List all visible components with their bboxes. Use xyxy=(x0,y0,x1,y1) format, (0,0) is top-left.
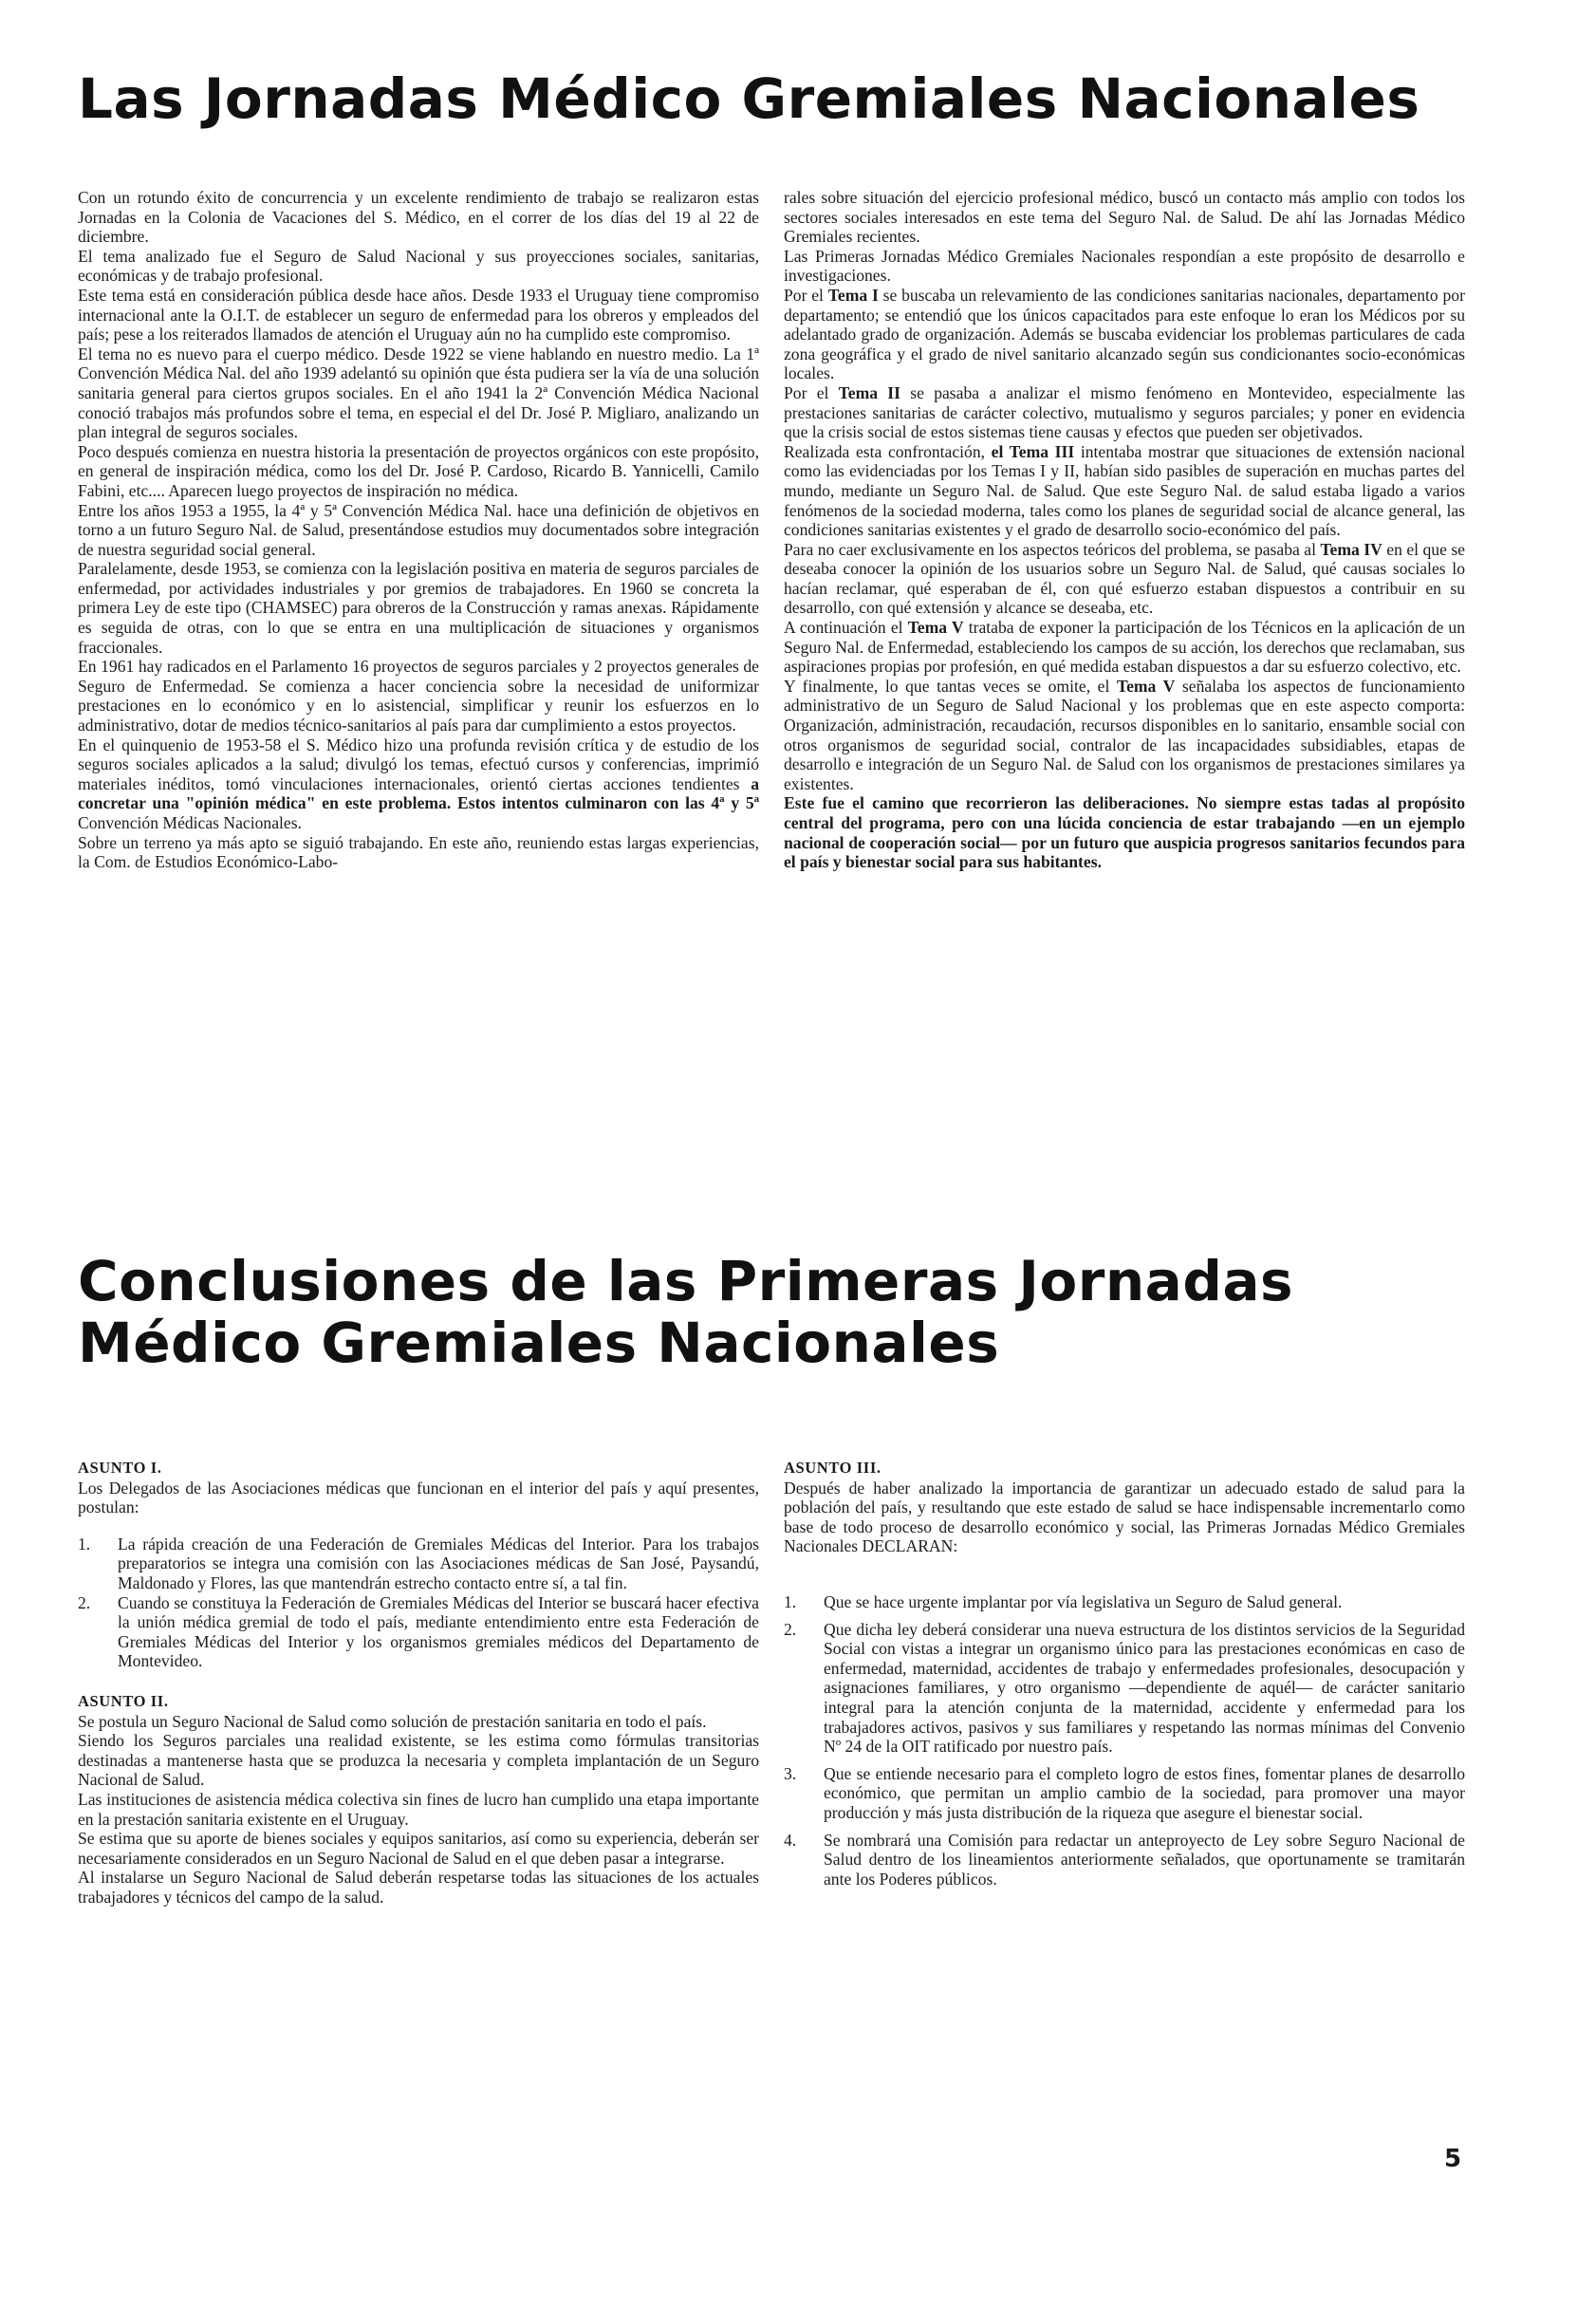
paragraph: El tema analizado fue el Seguro de Salud Nacional y sus proyecciones sociales, sanitarias, económicas y de trabajo profesional. xyxy=(78,246,759,286)
conclusions-right-column xyxy=(784,1459,1465,1888)
paragraph: Al instalarse un Seguro Nacional de Salud deberán respetarse todas las situaciones de los actuales trabajadores y técnicos del campo de la salud. xyxy=(78,1868,759,1907)
paragraph xyxy=(784,618,1465,677)
asunto-heading: ASUNTO III. xyxy=(784,1459,882,1477)
item-text: Cuando se constituya la Federación de Gremiales Médicas del Interior se buscará hacer efectiva la unión médica gremial de todo el país, mediante entendimiento entre esta Federación de Gremiales Médicas del Interior y los organismos gremiales médicos del Departamento de Montevideo. xyxy=(118,1592,759,1671)
list-item xyxy=(784,1764,1465,1823)
paragraph: En 1961 hay radicados en el Parlamento 16 proyectos de seguros parciales y 2 proyectos generales de Seguro de Enfermedad. Se comienza a hacer conciencia sobre la necesidad de uniformizar prestaciones en lo económico y en lo asistencial, simplificar y reunir los esfuerzos en lo administrativo, dotar de medios técnico-sanitarios al país para dar cumplimiento a estos proyectos. xyxy=(78,657,759,735)
list-item xyxy=(78,1593,759,1671)
paragraph-text: Por el xyxy=(784,382,829,402)
list-item xyxy=(78,1535,759,1593)
paragraph: Se postula un Seguro Nacional de Salud como solución de prestación sanitaria en todo el país. xyxy=(78,1711,707,1731)
paragraph: Las instituciones de asistencia médica colectiva sin fines de lucro han cumplido una etapa importante en la prestación sanitaria existente en el Uruguay. xyxy=(78,1789,759,1829)
asunto-intro: Los Delegados de las Asociaciones médicas que funcionan en el interior del país y aquí presentes, postulan: xyxy=(78,1478,759,1517)
conclusions-title xyxy=(78,1251,1293,1374)
item-text: Se nombrará una Comisión para redactar un anteproyecto de Ley sobre Seguro Nacional de Salud dentro de los lineamientos anteriormente señalados, que oportunamente se tramitarán ante los Poderes públicos. xyxy=(824,1830,1465,1888)
closing-paragraph: Este fue el camino que recorrieron las deliberaciones. No siempre estas tadas al propósito central del programa, pero con una lúcida conciencia de estar trabajando —en un ejemplo nacional de cooperación social— por un futuro que auspicia progresos sanitarios fecundos para el país y bienestar social para sus habitantes. xyxy=(784,793,1465,872)
page-number: 5 xyxy=(1444,2145,1462,2173)
paragraph xyxy=(784,540,1465,618)
list-item xyxy=(784,1620,1465,1757)
paragraph-text: en el que se deseaba conocer la opinión de los usuarios sobre un Seguro Nal. de Salud, qué causas sociales lo hacían reclamar, qué esperaban de él, con qué esfuerzo estaban dispuestos a contribuir en su desarrollo, con qué extensión y alcance se deseaba, etc. xyxy=(784,539,1465,618)
asunto-intro: Después de haber analizado la importancia de garantizar un adecuado estado de salud para la población del país, y resultando que este estado de salud se hace indispensable incrementarlo como base de todo proceso de desarrollo económico y social, las Primeras Jornadas Médico Gremiales Nacionales DECLARAN: xyxy=(784,1478,1465,1556)
item-number: 1. xyxy=(78,1534,91,1554)
conclusions-title-line-2: Médico Gremiales Nacionales xyxy=(78,1310,1000,1375)
list-item xyxy=(784,1592,1465,1612)
paragraph-text: Realizada esta confrontación, xyxy=(784,441,986,461)
paragraph xyxy=(784,677,1465,794)
conclusions-left-column xyxy=(78,1459,759,1907)
paragraph: El tema no es nuevo para el cuerpo médico. Desde 1922 se viene hablando en nuestro medio. La 1ª Convención Médica Nal. del año 1939 adelantó su opinión que ésta pudiera ser la vía de una solución sanitaria general para ciertos grupos sociales. En el año 1941 la 2ª Convención Médica Nacional conoció trabajos más profundos sobre el tema, en especial el del Dr. José P. Migliaro, analizando un plan integral de seguros sociales. xyxy=(78,344,759,442)
emphasis-text: a concretar una "opinión médica" en este problema. Estos intentos culminaron con las 4ª y 5ª xyxy=(78,773,759,813)
paragraph-text: Para no caer exclusivamente en los aspectos teóricos del problema, se pasaba al xyxy=(784,539,1316,559)
paragraph: Entre los años 1953 a 1955, la 4ª y 5ª Convención Médica Nal. hace una definición de objetivos en torno a un futuro Seguro Nal. de Salud, presentándose estudios muy documentados sobre integración de nuestra seguridad social general. xyxy=(78,500,759,559)
paragraph: Sobre un terreno ya más apto se siguió trabajando. En este año, reuniendo estas largas experiencias, la Com. de Estudios Económico-Labo- xyxy=(78,832,759,872)
asunto-heading: ASUNTO II. xyxy=(78,1691,169,1710)
item-text: La rápida creación de una Federación de Gremiales Médicas del Interior. Para los trabajos preparatorios se integra una comisión con las Asociaciones médicas de San José, Paysandú, Maldonado y Flores, las que mantendrán estrecho contacto entre sí, a tal fin. xyxy=(118,1534,759,1592)
paragraph xyxy=(784,383,1465,442)
paragraph: Siendo los Seguros parciales una realidad existente, se les estima como fórmulas transitorias destinadas a mantenerse hasta que se produzca la necesaria y completa implantación de un Seguro Nacional de Salud. xyxy=(78,1731,759,1790)
conclusions-title-line-1: Conclusiones de las Primeras Jornadas xyxy=(78,1249,1293,1313)
paragraph-text: se buscaba un relevamiento de las condiciones sanitarias nacionales, departamento por departamento; se entendió que los únicos capacitados para este enfoque lo eran los Médicos por su adelantado grado de organización. Además se buscaba evidenciar los problemas particulares de cada zona geográfica y el grado de nivel sanitario alcanzado según sus condicionantes socio-económicas locales. xyxy=(784,285,1465,383)
item-number: 2. xyxy=(78,1592,91,1612)
paragraph: Poco después comienza en nuestra historia la presentación de proyectos orgánicos con este propósito, en general de inspiración médica, como los del Dr. José P. Cardoso, Ricardo B. Yannicelli, Camilo Fabini, etc.... Aparecen luego proyectos de inspiración no médica. xyxy=(78,441,759,500)
paragraph-text: Y finalmente, lo que tantas veces se omite, el xyxy=(784,676,1110,696)
item-number: 4. xyxy=(784,1830,797,1850)
tema-label: Tema V xyxy=(1116,676,1176,696)
item-number: 1. xyxy=(784,1591,797,1611)
paragraph-text: Convención Médicas Nacionales. xyxy=(78,813,302,832)
paragraph xyxy=(784,442,1465,540)
article-title: Las Jornadas Médico Gremiales Nacionales xyxy=(78,66,1420,131)
list-item xyxy=(784,1831,1465,1889)
paragraph-text: señalaba los aspectos de funcionamiento administrativo de un Seguro de Salud Nacional y los problemas que en este aspecto comporta: Organización, administración, recaudación, recursos disponibles en lo sanitario, ensamble social con otros organismos de seguridad social, contralor de las incapacidades subsidiables, etapas de desarrollo e integración de un Seguro Nal. de Salud con los organismos de prestaciones similares ya existentes. xyxy=(784,676,1465,793)
paragraph: Las Primeras Jornadas Médico Gremiales Nacionales respondían a este propósito de desarrollo e investigaciones. xyxy=(784,246,1465,286)
paragraph-text: trataba de exponer la participación de los Técnicos en la aplicación de un Seguro Nal. de Enfermedad, estableciendo los campos de su acción, los derechos que reclamaban, sus aspiraciones propias por profesión, en qué medida estaban dispuestos a dar su esfuerzo colectivo, etc. xyxy=(784,618,1465,677)
tema-label: Tema I xyxy=(827,285,879,305)
item-number: 2. xyxy=(784,1619,797,1639)
paragraph: Se estima que su aporte de bienes sociales y equipos sanitarios, así como su experiencia, deberán ser necesariamente considerados en un Seguro Nacional de Salud en el que deben pasar a integrarse. xyxy=(78,1829,759,1868)
tema-label: el Tema III xyxy=(991,441,1075,461)
asunto-heading: ASUNTO I. xyxy=(78,1459,162,1477)
item-text: Que se hace urgente implantar por vía legislativa un Seguro de Salud general. xyxy=(824,1591,1343,1611)
item-text: Que se entiende necesario para el completo logro de estos fines, fomentar planes de desarrollo económico, que permitan un amplio cambio de la sociedad, para promover una mayor producción y más justa distribución de la riqueza que asegure el bienestar social. xyxy=(824,1763,1465,1822)
tema-label: Tema V xyxy=(907,618,964,638)
tema-label: Tema IV xyxy=(1320,539,1383,559)
item-number: 3. xyxy=(784,1763,797,1783)
paragraph: Paralelamente, desde 1953, se comienza con la legislación positiva en materia de seguros parciales de enfermedad, por actividades industriales y por gremios de trabajadores. En 1960 se concreta la primera Ley de este tipo (CHAMSEC) para obreros de la Construcción y ramas anexas. Rápidamente es seguida de otras, con lo que se entra en una multiplicación de situaciones y organismos fraccionales. xyxy=(78,559,759,657)
article-left-column xyxy=(78,188,759,872)
paragraph xyxy=(784,286,1465,383)
item-text: Que dicha ley deberá considerar una nueva estructura de los distintos servicios de la Seguridad Social con vistas a integrar un organismo único para las prestaciones económicas en caso de enfermedad, maternidad, accidentes de trabajo y enfermedades profesionales, desocupación y asignaciones familiares, y otro organismo —dependiente de aquél— de carácter sanitario integral para la atención conjunta de la maternidad, accidente y enfermedad para los trabajadores activos, pasivos y sus familiares y respetando las normas mínimas del Convenio Nº 24 de la OIT ratificado por nuestro país. xyxy=(824,1619,1465,1757)
paragraph: Con un rotundo éxito de concurrencia y un excelente rendimiento de trabajo se realizaron estas Jornadas en la Colonia de Vacaciones del S. Médico, en el correr de los días del 19 al 22 de diciembre. xyxy=(78,188,759,247)
article-right-column xyxy=(784,188,1465,872)
paragraph-text: se pasaba a analizar el mismo fenómeno en Montevideo, especialmente las prestaciones sanitarias de carácter colectivo, mutualismo y seguros parciales; y poner en evidencia que la crisis social de estos sistemas tiene causas y efectos que pueden ser objetivados. xyxy=(784,382,1465,442)
paragraph xyxy=(78,735,759,833)
paragraph: rales sobre situación del ejercicio profesional médico, buscó un contacto más amplio con todos los sectores sociales interesados en este tema del Seguro Nal. de Salud. De ahí las Jornadas Médico Gremiales recientes. xyxy=(784,188,1465,247)
paragraph-text: A continuación el xyxy=(784,618,903,638)
paragraph-text: En el quinquenio de 1953-58 el S. Médico hizo una profunda revisión crítica y de estudio de los seguros sociales aplicados a la salud; divulgó los temas, efectuó cursos y conferencias, imprimió materiales inéditos, tomó vinculaciones internacionales, orientó ciertas acciones tendientes xyxy=(78,735,759,793)
tema-label: Tema II xyxy=(838,382,901,402)
paragraph: Este tema está en consideración pública desde hace años. Desde 1933 el Uruguay tiene compromiso internacional ante la O.I.T. de establecer un seguro de enfermedad para los obreros y empleados del país; pese a los reiterados llamados de atención el Uruguay aún no ha cumplido este compromiso. xyxy=(78,285,759,344)
paragraph-text: Por el xyxy=(784,285,824,305)
paragraph-text: intentaba mostrar que situaciones de extensión nacional como las evidenciadas por los Temas I y II, habían sido pasibles de superación en muchas partes del mundo, mediante un Seguro Nal. de Salud. Que este Seguro Nal. de salud estaba ligado a varios fenómenos de la sociedad moderna, tales como los planes de seguridad social de alcance general, las condiciones sanitarias existentes y el grado de desarrollo socio-económico del país. xyxy=(784,441,1465,540)
